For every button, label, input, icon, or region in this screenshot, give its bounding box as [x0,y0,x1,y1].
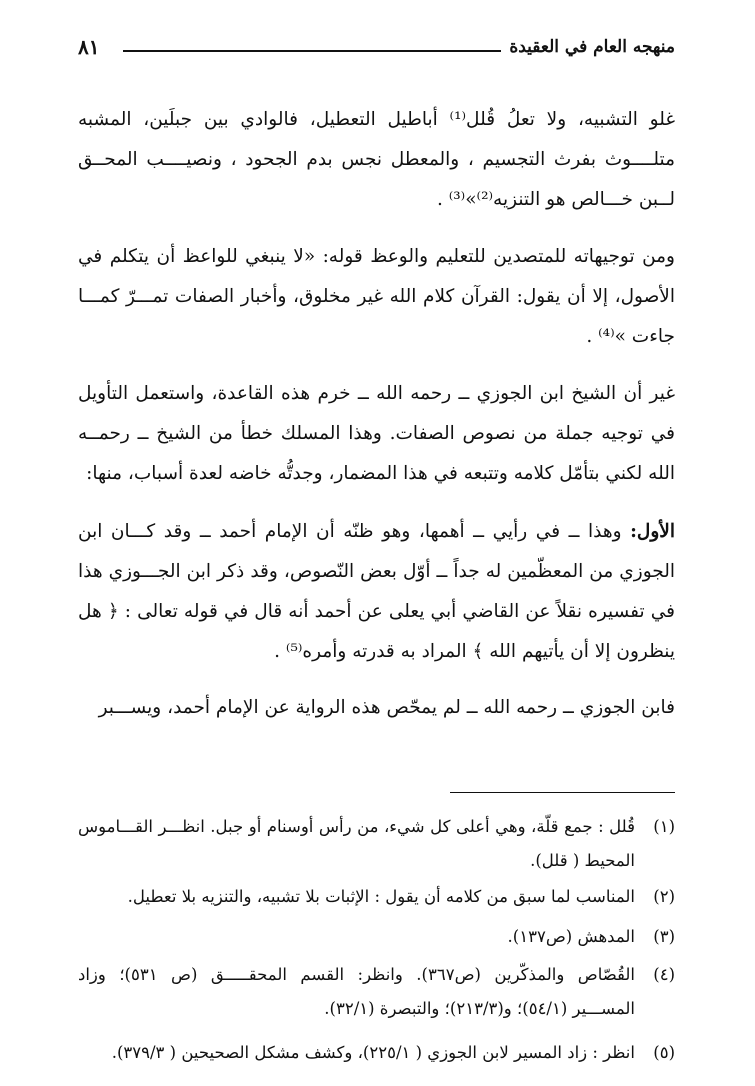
footnote-number: (٣) [653,927,675,946]
footnote-5 [78,1036,675,1070]
running-header [78,32,675,62]
footnote-text: القُصّاص والمذكّرين (ص٣٦٧). وانظر: القسم المحقـــــق (ص ٥٣١)؛ وزاد المســـير (٥٤/١)؛ و(٢١٣/٣)؛ والتبصرة (٣٢/١). [78,965,635,1018]
footnote-2 [78,880,675,914]
footnote-number: (٥) [653,1043,675,1062]
header-rule [123,50,501,52]
footnote-text: المناسب لما سبق من كلامه أن يقول : الإثبات بلا تشبيه، والتنزيه بلا تعطيل. [127,887,635,906]
footnote-text: قُلل : جمع قلّة، وهي أعلى كل شيء، من رأس أوسنام أو جبل. انظـــر القـــاموس المحيط ( قلل). [78,817,635,870]
footnote-number: (٤) [653,965,675,984]
footnote-4 [78,958,675,1026]
page-number: ٨١ [78,35,100,59]
paragraph-4-lead: الأول: [630,521,675,542]
paragraph-3: غير أن الشيخ ابن الجوزي ــ رحمه الله ــ خرم هذه القاعدة، واستعمل التأويل في توجيه جملة من نصوص الصفات. وهذا المسلك خطأ من الشيخ ــ رحمــه الله لكني بتأمّل كلامه وتتبعه في هذا المضمار، وجدتُّه خاضه لعدة أسباب، منها: [78,383,675,484]
paragraph-5: فابن الجوزي ــ رحمه الله ــ لم يمحّص هذه الرواية عن الإمام أحمد، ويســـبر [98,697,675,718]
footnote-number: (٢) [653,887,675,906]
paragraph-2: ومن توجيهاته للمتصدين للتعليم والوعظ قوله: «لا ينبغي للواعظ أن يتكلم في الأصول، إلا أن يقول: القرآن كلام الله غير مخلوق، وأخبار الصفات تمـــرّ كمـــا جاءت »⁽⁴⁾ . [78,246,675,347]
paragraph-4-text: وهذا ــ في رأيي ــ أهمها، وهو ظنّه أن الإمام أحمد ــ وقد كـــان ابن الجوزي من المعظّمين له جداً ــ أوّل بعض النّصوص، وقد ذكر ابن الجـــوزي هذا في تفسيره نقلاً عن القاضي أبي يعلى عن أحمد أنه قال في قوله تعالى : ﴿ هل ينظرون إلا أن يأتيهم الله ﴾ المراد به قدرته وأمره⁽⁵⁾ . [78,521,675,662]
footnote-separator [450,792,675,793]
paragraph-1: غلو التشبيه، ولا تعلُ قُلل⁽¹⁾ أباطيل التعطيل، فالوادي بين جبلَين، المشبه متلــــوث بفرث التجسيم ، والمعطل نجس بدم الجحود ، ونصيــــب المحــق لــبن خـــالص هو التنزيه⁽²⁾»⁽³⁾ . [78,109,675,210]
footnote-text: المدهش (ص١٣٧). [507,927,635,946]
footnote-3 [78,920,675,954]
running-title: منهجه العام في العقيدة [509,37,675,57]
footnote-text: انظر : زاد المسير لابن الجوزي ( ٢٢٥/١)، وكشف مشكل الصحيحين ( ٣٧٩/٣). [111,1043,635,1062]
paragraph-4 [78,512,675,672]
footnote-number: (١) [653,817,675,836]
footnote-1 [78,810,675,878]
